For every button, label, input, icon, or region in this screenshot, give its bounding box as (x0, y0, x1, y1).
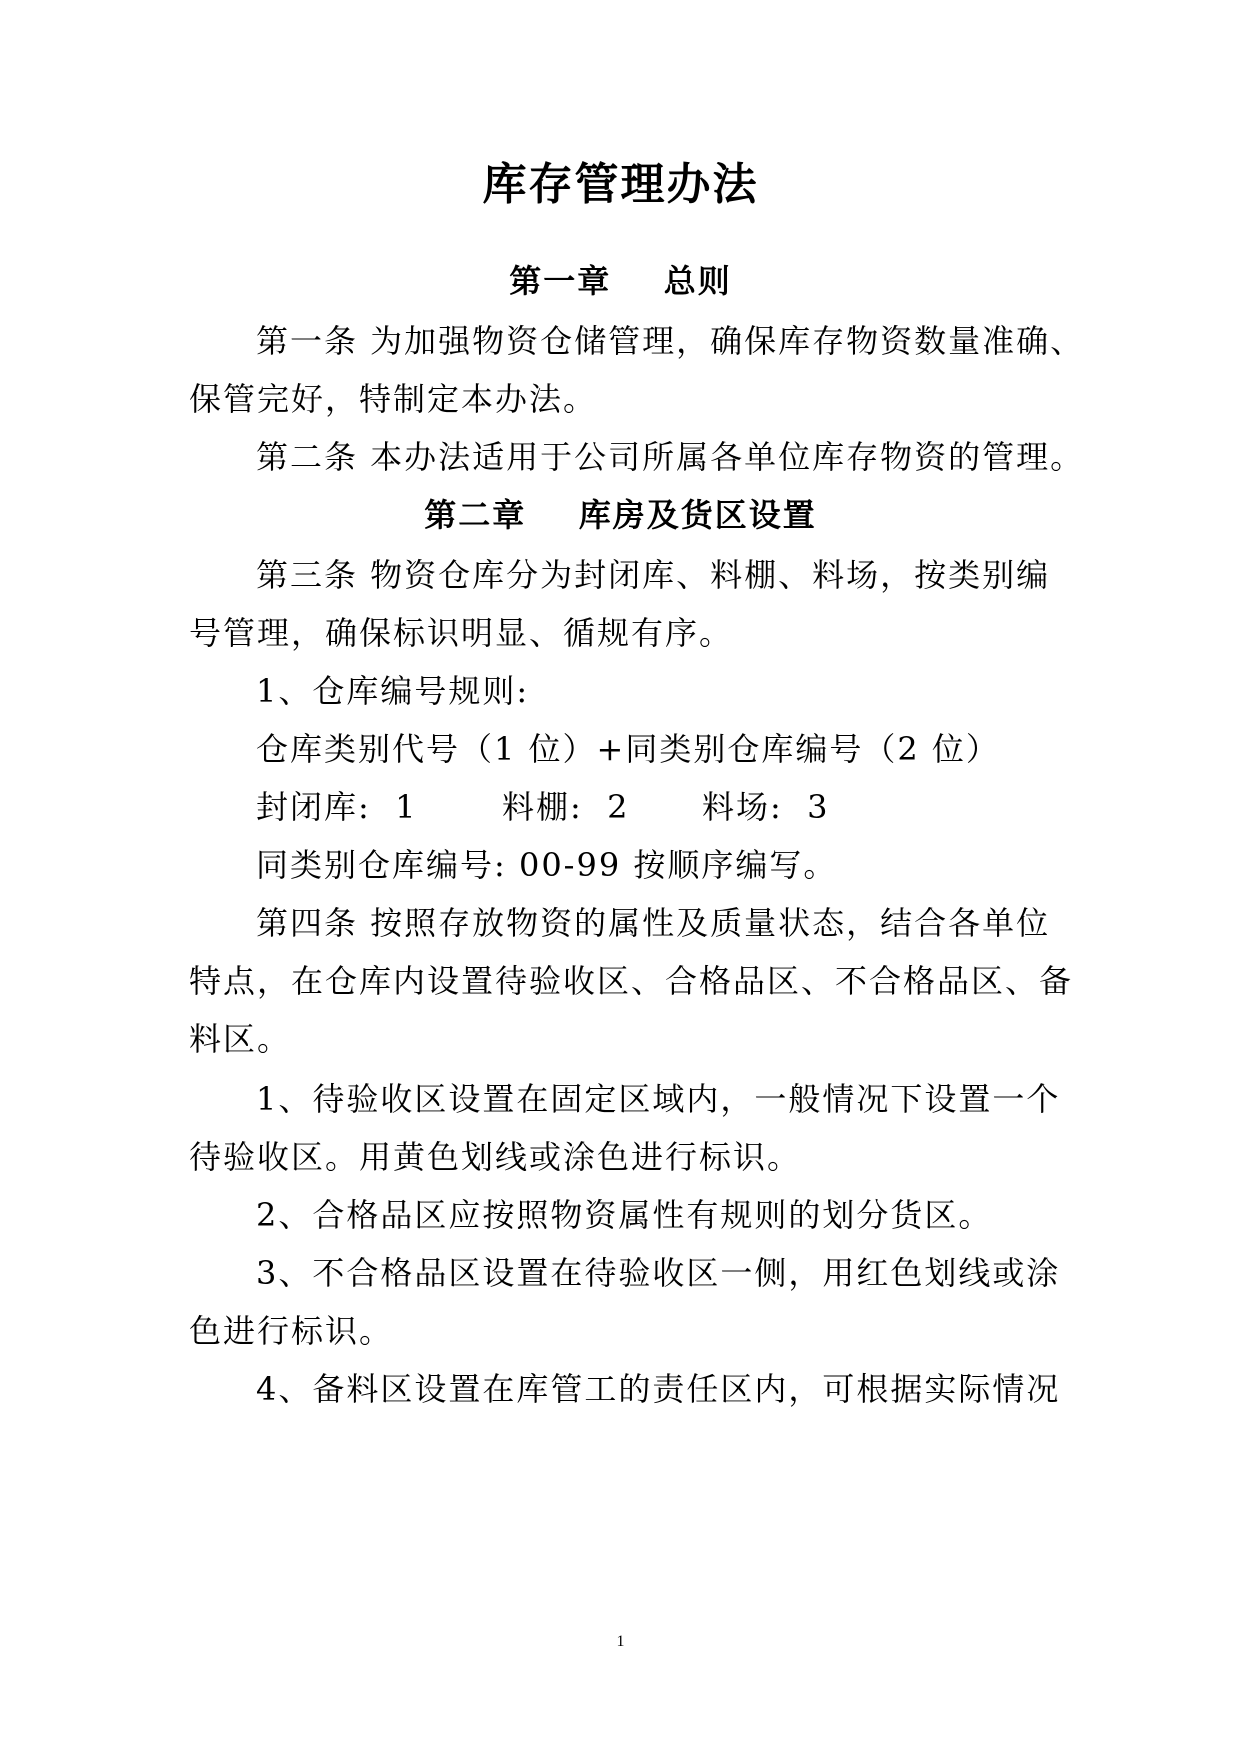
code-closed-warehouse: 封闭库: 1 (256, 788, 418, 826)
chapter-heading-1: 第一章 总则 (509, 262, 732, 300)
article-3-line-1: 第三条 物资仓库分为封闭库、料棚、料场，按类别编 (256, 556, 1051, 594)
article-4-line-2: 特点，在仓库内设置待验收区、合格品区、不合格品区、备 (189, 962, 1074, 1000)
numbering-rule-sequence: 同类别仓库编号: 00-99 按顺序编写。 (256, 846, 838, 884)
item-1-line-2: 待验收区。用黄色划线或涂色进行标识。 (189, 1138, 802, 1176)
article-2: 第二条 本办法适用于公司所属各单位库存物资的管理。 (256, 438, 1085, 476)
item-1-line-1: 1、待验收区设置在固定区域内，一般情况下设置一个 (256, 1080, 1061, 1118)
warehouse-type-codes (0, 784, 1241, 830)
article-1-line-2: 保管完好，特制定本办法。 (189, 380, 598, 418)
item-3-line-1: 3、不合格品区设置在待验收区一侧，用红色划线或涂 (256, 1254, 1061, 1292)
article-3-line-2: 号管理，确保标识明显、循规有序。 (189, 614, 734, 652)
article-1-line-1: 第一条 为加强物资仓储管理，确保库存物资数量准确、 (256, 322, 1085, 360)
code-shed: 料棚: 2 (502, 788, 630, 826)
code-yard: 料场: 3 (702, 788, 830, 826)
item-4-line-1: 4、备料区设置在库管工的责任区内，可根据实际情况 (256, 1370, 1061, 1408)
numbering-rule-heading: 1、仓库编号规则: (256, 672, 530, 710)
article-4-line-1: 第四条 按照存放物资的属性及质量状态，结合各单位 (256, 904, 1051, 942)
numbering-rule-format: 仓库类别代号（1 位）+同类别仓库编号（2 位） (256, 730, 1000, 768)
item-2: 2、合格品区应按照物资属性有规则的划分货区。 (256, 1196, 993, 1234)
document-title: 库存管理办法 (482, 159, 759, 210)
item-3-line-2: 色进行标识。 (189, 1312, 394, 1350)
article-4-line-3: 料区。 (189, 1020, 292, 1058)
page-number: 1 (616, 1633, 625, 1650)
chapter-heading-2: 第二章 库房及货区设置 (424, 496, 817, 534)
